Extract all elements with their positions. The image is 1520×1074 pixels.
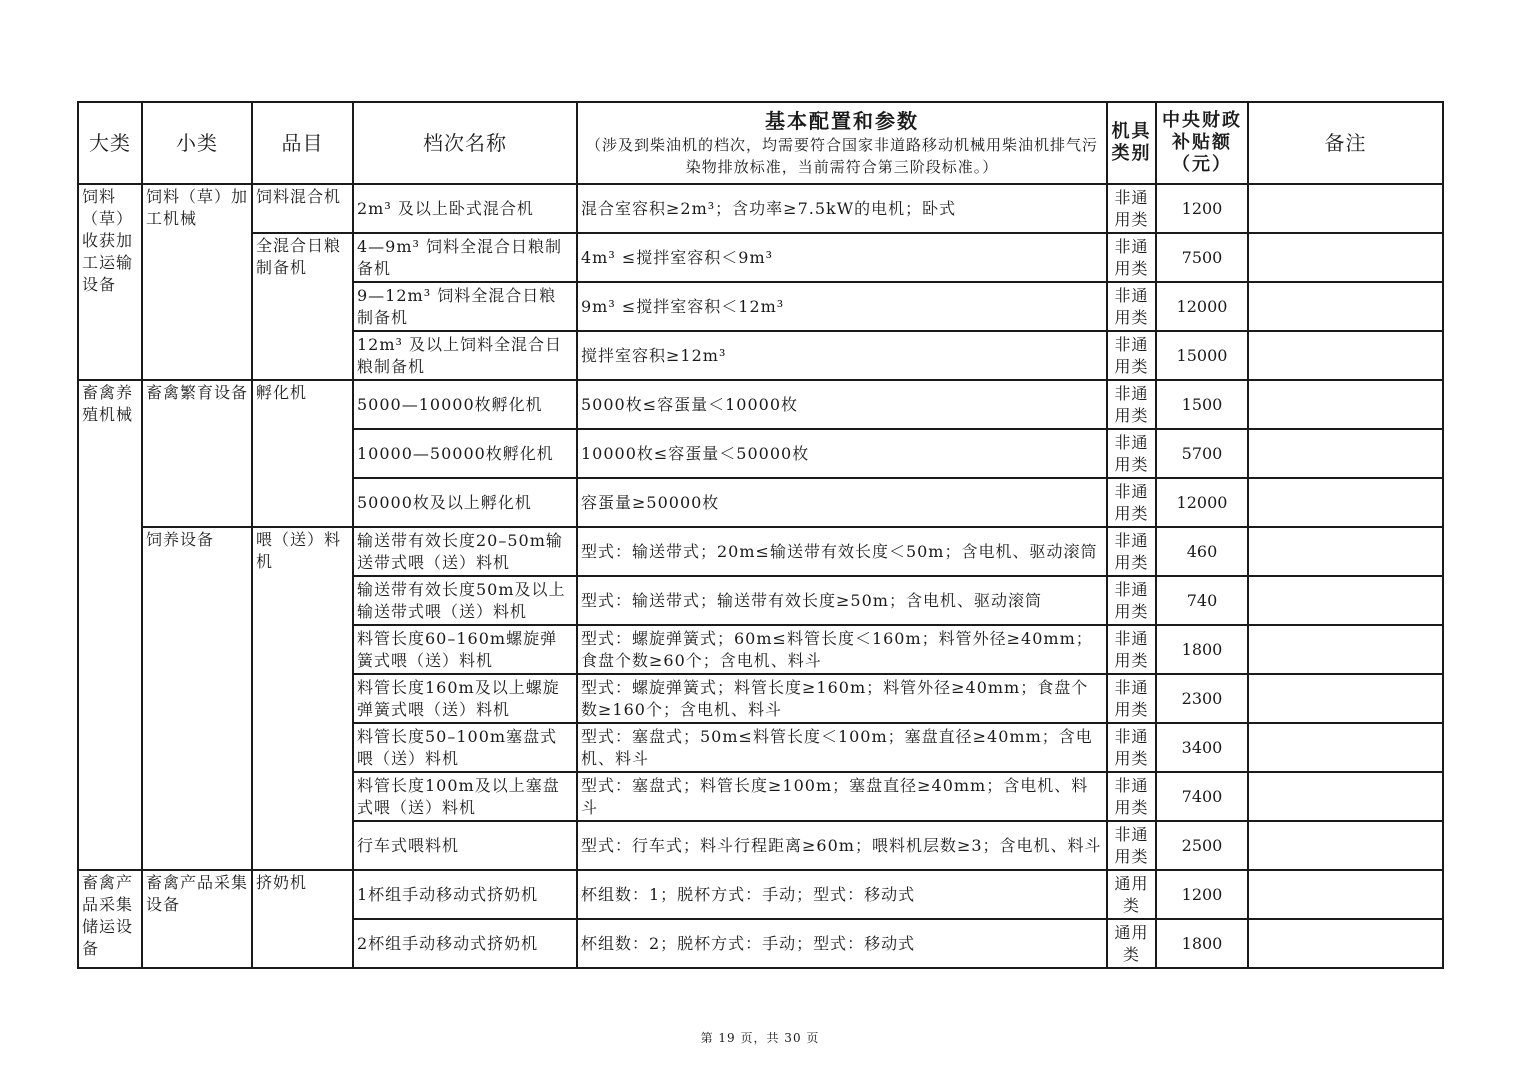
remarks-cell: [1248, 625, 1443, 674]
config-cell: 混合室容积≥2m³；含功率≥7.5kW的电机；卧式: [577, 184, 1107, 233]
grade-name-cell: 料管长度60–160m螺旋弹簧式喂（送）料机: [353, 625, 577, 674]
subcategory-cell: 饲料（草）加工机械: [142, 184, 252, 380]
amount-cell: 1800: [1156, 625, 1248, 674]
remarks-cell: [1248, 184, 1443, 233]
type-cell: 通用类: [1107, 870, 1156, 919]
remarks-cell: [1248, 772, 1443, 821]
amount-cell: 2300: [1156, 674, 1248, 723]
grade-name-cell: 2杯组手动移动式挤奶机: [353, 919, 577, 968]
header-remarks: 备注: [1248, 102, 1443, 184]
amount-cell: 3400: [1156, 723, 1248, 772]
config-cell: 搅拌室容积≥12m³: [577, 331, 1107, 380]
type-cell: 非通用类: [1107, 478, 1156, 527]
type-cell: 非通用类: [1107, 576, 1156, 625]
item-cell: 饲料混合机: [252, 184, 353, 233]
type-cell: 非通用类: [1107, 429, 1156, 478]
grade-name-cell: 50000枚及以上孵化机: [353, 478, 577, 527]
config-cell: 型式：螺旋弹簧式；料管长度≥160m；料管外径≥40mm；食盘个数≥160个；含电机、料斗: [577, 674, 1107, 723]
remarks-cell: [1248, 478, 1443, 527]
item-cell: 全混合日粮制备机: [252, 233, 353, 380]
subcategory-cell: 畜禽繁育设备: [142, 380, 252, 527]
item-cell: 挤奶机: [252, 870, 353, 968]
type-cell: 非通用类: [1107, 184, 1156, 233]
config-cell: 杯组数：1；脱杯方式：手动；型式：移动式: [577, 870, 1107, 919]
category-cell: 畜禽产品采集储运设备: [78, 870, 142, 968]
type-cell: 非通用类: [1107, 331, 1156, 380]
config-cell: 型式：塞盘式；50m≤料管长度＜100m；塞盘直径≥40mm；含电机、料斗: [577, 723, 1107, 772]
remarks-cell: [1248, 919, 1443, 968]
table-row: [78, 870, 1443, 919]
type-cell: 非通用类: [1107, 674, 1156, 723]
header-grade-name: 档次名称: [353, 102, 577, 184]
grade-name-cell: 料管长度100m及以上塞盘式喂（送）料机: [353, 772, 577, 821]
grade-name-cell: 12m³ 及以上饲料全混合日粮制备机: [353, 331, 577, 380]
subcategory-cell: 饲养设备: [142, 527, 252, 870]
config-cell: 型式：行车式；料斗行程距离≥60m；喂料机层数≥3；含电机、料斗: [577, 821, 1107, 870]
remarks-cell: [1248, 576, 1443, 625]
grade-name-cell: 料管长度160m及以上螺旋弹簧式喂（送）料机: [353, 674, 577, 723]
table-row: [78, 527, 1443, 576]
remarks-cell: [1248, 282, 1443, 331]
table-row: [78, 184, 1443, 233]
config-cell: 型式：输送带式；20m≤输送带有效长度＜50m；含电机、驱动滚筒: [577, 527, 1107, 576]
amount-cell: 1500: [1156, 380, 1248, 429]
config-cell: 9m³ ≤搅拌室容积＜12m³: [577, 282, 1107, 331]
amount-cell: 12000: [1156, 478, 1248, 527]
config-cell: 型式：塞盘式；料管长度≥100m；塞盘直径≥40mm；含电机、料斗: [577, 772, 1107, 821]
item-cell: 孵化机: [252, 380, 353, 527]
type-cell: 非通用类: [1107, 625, 1156, 674]
grade-name-cell: 输送带有效长度20–50m输送带式喂（送）料机: [353, 527, 577, 576]
amount-cell: 7500: [1156, 233, 1248, 282]
remarks-cell: [1248, 527, 1443, 576]
config-cell: 10000枚≤容蛋量＜50000枚: [577, 429, 1107, 478]
config-cell: 杯组数：2；脱杯方式：手动；型式：移动式: [577, 919, 1107, 968]
type-cell: 非通用类: [1107, 380, 1156, 429]
config-cell: 容蛋量≥50000枚: [577, 478, 1107, 527]
type-cell: 非通用类: [1107, 527, 1156, 576]
grade-name-cell: 2m³ 及以上卧式混合机: [353, 184, 577, 233]
grade-name-cell: 10000—50000枚孵化机: [353, 429, 577, 478]
category-cell: 畜禽养殖机械: [78, 380, 142, 870]
remarks-cell: [1248, 674, 1443, 723]
config-cell: 5000枚≤容蛋量＜10000枚: [577, 380, 1107, 429]
amount-cell: 740: [1156, 576, 1248, 625]
header-config: [577, 102, 1107, 184]
header-item: 品目: [252, 102, 353, 184]
header-row: [78, 102, 1443, 184]
header-machine-type: 机具类别: [1107, 102, 1156, 184]
type-cell: 非通用类: [1107, 233, 1156, 282]
type-cell: 非通用类: [1107, 821, 1156, 870]
header-category: 大类: [78, 102, 142, 184]
type-cell: 非通用类: [1107, 723, 1156, 772]
type-cell: 通用类: [1107, 919, 1156, 968]
remarks-cell: [1248, 821, 1443, 870]
grade-name-cell: 5000—10000枚孵化机: [353, 380, 577, 429]
type-cell: 非通用类: [1107, 282, 1156, 331]
amount-cell: 2500: [1156, 821, 1248, 870]
config-cell: 型式：输送带式；输送带有效长度≥50m；含电机、驱动滚筒: [577, 576, 1107, 625]
grade-name-cell: 1杯组手动移动式挤奶机: [353, 870, 577, 919]
config-cell: 型式：螺旋弹簧式；60m≤料管长度＜160m；料管外径≥40mm；食盘个数≥60个；含电机、料斗: [577, 625, 1107, 674]
amount-cell: 460: [1156, 527, 1248, 576]
subcategory-cell: 畜禽产品采集设备: [142, 870, 252, 968]
grade-name-cell: 输送带有效长度50m及以上输送带式喂（送）料机: [353, 576, 577, 625]
table-row: [78, 380, 1443, 429]
grade-name-cell: 9—12m³ 饲料全混合日粮制备机: [353, 282, 577, 331]
category-cell: 饲料（草）收获加工运输设备: [78, 184, 142, 380]
item-cell: 喂（送）料机: [252, 527, 353, 870]
page-footer: 第 19 页，共 30 页: [700, 1031, 820, 1045]
amount-cell: 1200: [1156, 184, 1248, 233]
header-subcategory: 小类: [142, 102, 252, 184]
config-cell: 4m³ ≤搅拌室容积＜9m³: [577, 233, 1107, 282]
subsidy-table: [77, 101, 1444, 969]
remarks-cell: [1248, 870, 1443, 919]
remarks-cell: [1248, 380, 1443, 429]
header-config-note: （涉及到柴油机的档次，均需要符合国家非道路移动机械用柴油机排气污染物排放标准，当前需符合第三阶段标准。）: [585, 136, 1098, 176]
amount-cell: 5700: [1156, 429, 1248, 478]
grade-name-cell: 料管长度50–100m塞盘式喂（送）料机: [353, 723, 577, 772]
amount-cell: 1800: [1156, 919, 1248, 968]
grade-name-cell: 4—9m³ 饲料全混合日粮制备机: [353, 233, 577, 282]
amount-cell: 1200: [1156, 870, 1248, 919]
amount-cell: 15000: [1156, 331, 1248, 380]
remarks-cell: [1248, 331, 1443, 380]
header-config-title: 基本配置和参数: [765, 109, 919, 133]
type-cell: 非通用类: [1107, 772, 1156, 821]
grade-name-cell: 行车式喂料机: [353, 821, 577, 870]
remarks-cell: [1248, 429, 1443, 478]
header-subsidy: 中央财政补贴额（元）: [1156, 102, 1248, 184]
amount-cell: 12000: [1156, 282, 1248, 331]
table-row: [78, 233, 1443, 282]
remarks-cell: [1248, 233, 1443, 282]
remarks-cell: [1248, 723, 1443, 772]
amount-cell: 7400: [1156, 772, 1248, 821]
